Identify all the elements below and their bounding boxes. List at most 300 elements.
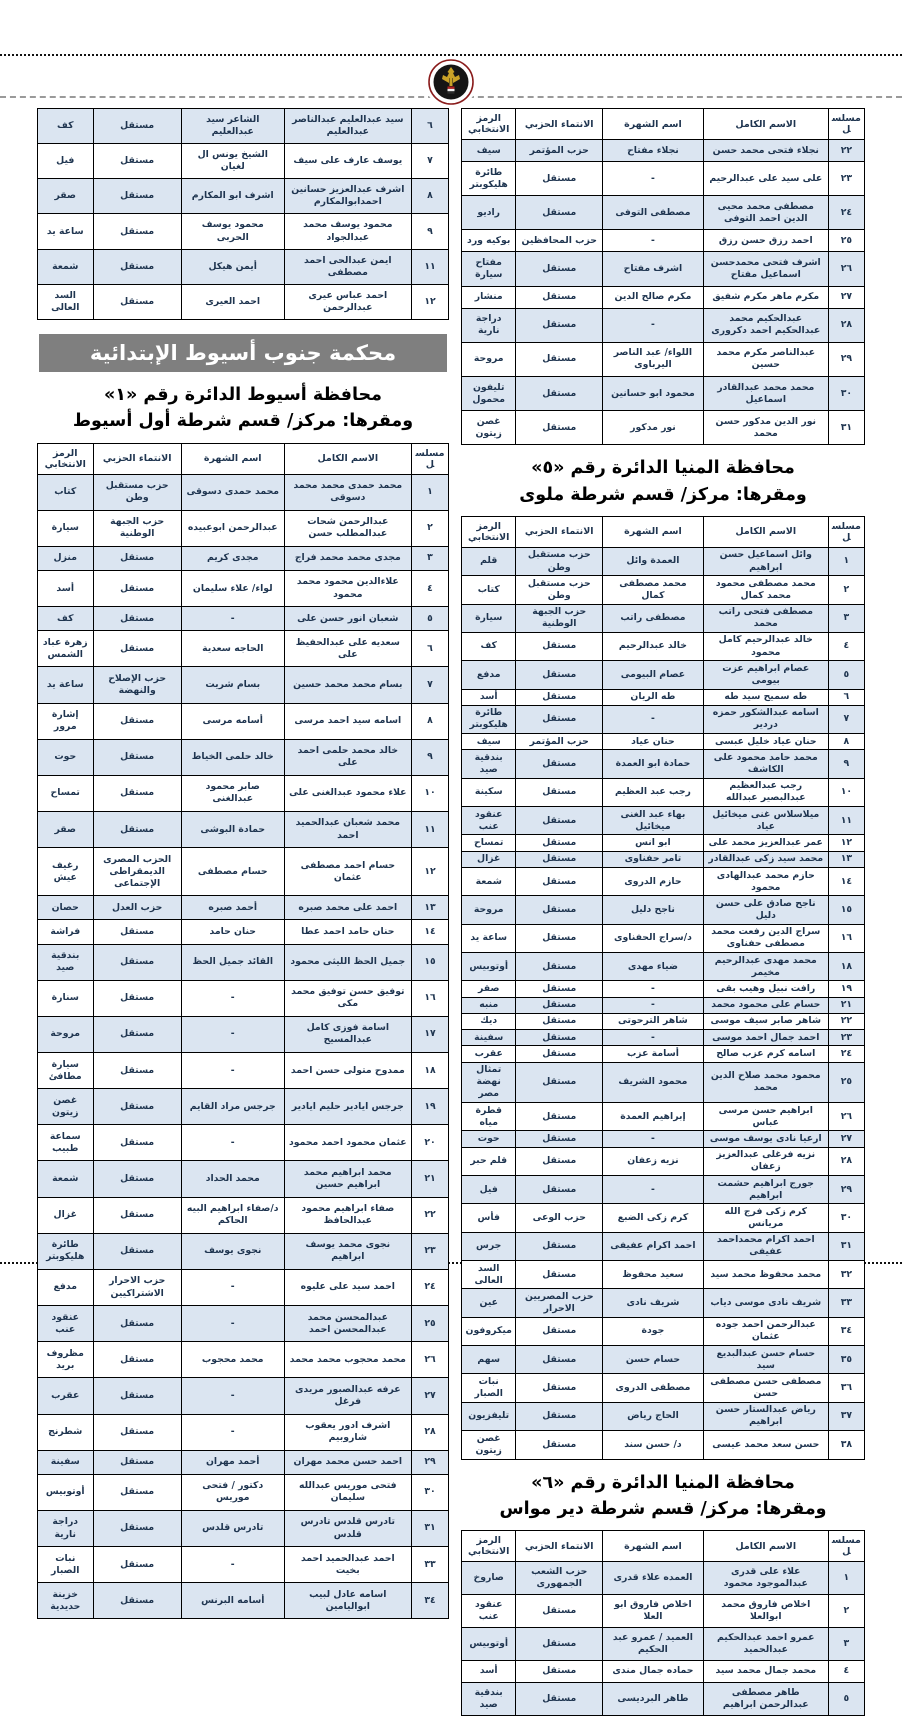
full-name-cell: مصطفى حسن مصطفى حسن — [703, 1374, 828, 1402]
symbol-cell: صقر — [38, 811, 94, 847]
table-row — [462, 1131, 865, 1147]
party-cell: مستقل — [516, 342, 603, 376]
party-cell: مستقل — [93, 1450, 181, 1474]
serial-cell: ٣٥ — [828, 1346, 864, 1374]
serial-cell: ٢١ — [412, 1161, 449, 1197]
serial-cell: ٢٥ — [412, 1306, 449, 1342]
symbol-cell: مروحة — [462, 896, 516, 924]
serial-cell: ٢٢ — [828, 1013, 864, 1029]
column-header: الانتماء الحزبي — [516, 109, 603, 140]
symbol-cell: قلم — [462, 547, 516, 575]
symbol-cell: عنقود عنب — [462, 1595, 516, 1628]
symbol-cell: صقر — [462, 981, 516, 997]
alias-cell: ضياء مهدى — [603, 953, 704, 981]
serial-cell: ٢٩ — [828, 1176, 864, 1204]
table-row — [462, 1062, 865, 1102]
table-row — [462, 1289, 865, 1317]
table-row — [462, 140, 865, 162]
column-header: مسلسل — [828, 109, 864, 140]
table-header-row — [38, 443, 449, 474]
table-row — [38, 1233, 449, 1269]
full-name-cell: احمد سيد على عليوه — [284, 1269, 411, 1305]
table-row — [38, 1197, 449, 1233]
full-name-cell: محمود محمد صلاح الدين محمد — [703, 1062, 828, 1102]
full-name-cell: شعبان انور حسن على — [284, 607, 411, 631]
serial-cell: ٢٦ — [828, 252, 864, 286]
symbol-cell: مدفع — [38, 1269, 94, 1305]
full-name-cell: عرفه عبدالصبور مريدى فرغل — [284, 1378, 411, 1414]
full-name-cell: نجلاء فتحى محمد حسن — [703, 140, 828, 162]
table-row — [462, 997, 865, 1013]
column-header: اسم الشهرة — [603, 1531, 704, 1562]
column-header: اسم الشهرة — [603, 109, 704, 140]
symbol-cell: مروحة — [38, 1016, 94, 1052]
party-cell: مستقل — [93, 109, 181, 144]
table-row — [38, 144, 449, 179]
party-cell: مستقل — [93, 1414, 181, 1450]
alias-cell: خالد عبدالرحيم — [603, 632, 704, 660]
full-name-cell: حسن سعد محمد عيسى — [703, 1431, 828, 1459]
symbol-cell: عنقود عنب — [38, 1306, 94, 1342]
full-name-cell: احمد جمال احمد موسى — [703, 1030, 828, 1046]
serial-cell: ٣٣ — [412, 1547, 449, 1583]
serial-cell: ٣١ — [412, 1510, 449, 1546]
alias-cell: محمود يوسف الحربى — [181, 214, 284, 249]
serial-cell: ١٠ — [412, 775, 449, 811]
full-name-cell: محمد ابراهيم محمد ابراهيم حسين — [284, 1161, 411, 1197]
serial-cell: ٢٨ — [828, 308, 864, 342]
right-column — [461, 108, 865, 1716]
alias-cell: أسامه مرسى — [181, 703, 284, 739]
alias-cell: مصطفى راتب — [603, 604, 704, 632]
alias-cell: مصطفى الدروى — [603, 1374, 704, 1402]
symbol-cell: فيل — [38, 144, 94, 179]
alias-cell: رجب عبد العظيم — [603, 778, 704, 806]
symbol-cell: ساعة يد — [462, 924, 516, 952]
column-header: الاسم الكامل — [703, 109, 828, 140]
district-title-minya-5 — [461, 455, 865, 508]
candidates-table-assiut-district-1 — [37, 443, 449, 1620]
full-name-cell: احمد رزق حسن رزق — [703, 230, 828, 252]
party-cell: مستقل — [93, 1161, 181, 1197]
alias-cell: طه الريان — [603, 689, 704, 705]
serial-cell: ٣٢ — [828, 1261, 864, 1289]
party-cell: مستقل — [516, 1232, 603, 1260]
full-name-cell: عبدالرحمن احمد جوده عثمان — [703, 1317, 828, 1345]
symbol-cell: سفينة — [462, 1030, 516, 1046]
serial-cell: ٤ — [828, 1661, 864, 1682]
serial-cell: ١٦ — [828, 924, 864, 952]
alias-cell: خالد حلمى الخياط — [181, 739, 284, 775]
serial-cell: ٣١ — [828, 1232, 864, 1260]
symbol-cell: أسد — [462, 689, 516, 705]
symbol-cell: غزال — [38, 1197, 94, 1233]
symbol-cell: مفتاح سيارة — [462, 252, 516, 286]
alias-cell: - — [603, 308, 704, 342]
full-name-cell: عبدالمحسن محمد عبدالمحسن احمد — [284, 1306, 411, 1342]
full-name-cell: نجوى محمد يوسف ابراهيم — [284, 1233, 411, 1269]
symbol-cell: شمعة — [462, 867, 516, 895]
symbol-cell: دراجة نارية — [462, 308, 516, 342]
full-name-cell: ميلاسلاس غنى ميخائيل عياد — [703, 807, 828, 835]
alias-cell: أسامه البرنس — [181, 1583, 284, 1619]
serial-cell: ٢٧ — [412, 1378, 449, 1414]
table-row — [462, 196, 865, 230]
alias-cell: أحمد صبره — [181, 896, 284, 920]
party-cell: حزب الجبهة الوطنية — [516, 604, 603, 632]
alias-cell: مجدى كريم — [181, 546, 284, 570]
table-row — [462, 924, 865, 952]
full-name-cell: حازم محمد عبدالهادى محمود — [703, 867, 828, 895]
table-row — [38, 631, 449, 667]
alias-cell: - — [181, 1269, 284, 1305]
symbol-cell: رغيف عيش — [38, 848, 94, 896]
party-cell: مستقل — [516, 1131, 603, 1147]
party-cell: مستقل — [516, 1046, 603, 1062]
party-cell: مستقل — [516, 1374, 603, 1402]
column-header: الانتماء الحزبي — [93, 443, 181, 474]
district-title-line1: محافظة المنيا الدائرة رقم «٥» — [531, 458, 795, 479]
symbol-cell: حوت — [462, 1131, 516, 1147]
serial-cell: ٢ — [828, 576, 864, 604]
full-name-cell: عصام ابراهيم عزت بيومى — [703, 661, 828, 689]
table-row — [462, 252, 865, 286]
full-name-cell: محمود يوسف محمد عبدالجواد — [284, 214, 411, 249]
table-row — [38, 1089, 449, 1125]
full-name-cell: ابراهيم حسن مرسى عباس — [703, 1103, 828, 1131]
full-name-cell: احمد عباس عيرى عبدالرحمن — [284, 284, 411, 319]
symbol-cell: تمساح — [462, 835, 516, 851]
alias-cell: محمد مصطفى كمال — [603, 576, 704, 604]
alias-cell: - — [603, 997, 704, 1013]
symbol-cell: طائرة هليكوبتر — [38, 1233, 94, 1269]
symbol-cell: صقر — [38, 179, 94, 214]
column-header: الرمز الانتخابي — [462, 1531, 516, 1562]
serial-cell: ١٢ — [828, 835, 864, 851]
party-cell: مستقل — [516, 705, 603, 733]
symbol-cell: السد العالى — [462, 1261, 516, 1289]
serial-cell: ٢٣ — [828, 1030, 864, 1046]
party-cell: مستقل — [516, 308, 603, 342]
full-name-cell: شاهر صابر سيف موسى — [703, 1013, 828, 1029]
alias-cell: تادرس قلدس — [181, 1510, 284, 1546]
alias-cell: - — [603, 230, 704, 252]
party-cell: حزب الإصلاح والنهضة — [93, 667, 181, 703]
alias-cell: اللواء/ عبد الناصر اليرباوى — [603, 342, 704, 376]
symbol-cell: قطرة مياه — [462, 1103, 516, 1131]
alias-cell: ناجح دليل — [603, 896, 704, 924]
symbol-cell: كتاب — [462, 576, 516, 604]
party-cell: مستقل — [516, 1402, 603, 1430]
party-cell: مستقل — [516, 1030, 603, 1046]
party-cell: مستقل — [93, 546, 181, 570]
symbol-cell: نبات الصبار — [462, 1374, 516, 1402]
table-row — [38, 1474, 449, 1510]
full-name-cell: احمد على محمد صبره — [284, 896, 411, 920]
full-name-cell: ايمن عبدالحى احمد مصطفى — [284, 249, 411, 284]
alias-cell: احمد العيرى — [181, 284, 284, 319]
party-cell: مستقل — [516, 632, 603, 660]
full-name-cell: محمد مهدى عبدالرحيم مخيمر — [703, 953, 828, 981]
serial-cell: ٢٩ — [828, 342, 864, 376]
column-header: الرمز الانتخابي — [462, 516, 516, 547]
alias-cell: ابو انس — [603, 835, 704, 851]
table-row — [462, 162, 865, 196]
alias-cell: نجلاء مفتاح — [603, 140, 704, 162]
table-row — [462, 1628, 865, 1661]
alias-cell: عصام البيومى — [603, 661, 704, 689]
serial-cell: ٢٧ — [828, 286, 864, 308]
table-row — [462, 1013, 865, 1029]
table-row — [38, 703, 449, 739]
alias-cell: جرجس مراد القايم — [181, 1089, 284, 1125]
party-cell: مستقل — [516, 1628, 603, 1661]
symbol-cell: عنقود عنب — [462, 807, 516, 835]
full-name-cell: علاءالدين محمود محمد محمود — [284, 570, 411, 606]
party-cell: مستقل — [516, 835, 603, 851]
symbol-cell: غصن زيتون — [462, 1431, 516, 1459]
serial-cell: ٢ — [828, 1595, 864, 1628]
serial-cell: ٣٣ — [828, 1289, 864, 1317]
alias-cell: - — [181, 1378, 284, 1414]
full-name-cell: رياض عبدالستار حسن ابراهيم — [703, 1402, 828, 1430]
table-row — [462, 1661, 865, 1682]
alias-cell: العميد / عمرو عبد الحكيم — [603, 1628, 704, 1661]
party-cell: مستقل — [93, 144, 181, 179]
party-cell: مستقل — [516, 1176, 603, 1204]
party-cell: مستقل — [93, 775, 181, 811]
serial-cell: ١٠ — [828, 778, 864, 806]
serial-cell: ٣٤ — [828, 1317, 864, 1345]
symbol-cell: ميكروفون — [462, 1317, 516, 1345]
party-cell: مستقل — [93, 607, 181, 631]
party-cell: مستقل — [516, 896, 603, 924]
party-cell: مستقل — [93, 1342, 181, 1378]
party-cell: حزب الشعب الجمهورى — [516, 1562, 603, 1595]
candidates-table-continuation-right — [461, 108, 865, 445]
serial-cell: ٣ — [828, 1628, 864, 1661]
full-name-cell: عبدالناصر مكرم محمد حسين — [703, 342, 828, 376]
party-cell: مستقل — [93, 1125, 181, 1161]
party-cell: مستقل — [93, 284, 181, 319]
table-row — [38, 667, 449, 703]
alias-cell: اشرف مفتاح — [603, 252, 704, 286]
full-name-cell: محمد جمال محمد سيد — [703, 1661, 828, 1682]
table-row — [462, 705, 865, 733]
symbol-cell: كتاب — [38, 474, 94, 510]
table-row — [462, 1176, 865, 1204]
table-row — [38, 474, 449, 510]
full-name-cell: اسامه عبدالشكور حمزه دردير — [703, 705, 828, 733]
symbol-cell: شمعة — [38, 1161, 94, 1197]
alias-cell: حنان حامد — [181, 920, 284, 944]
serial-cell: ٣٠ — [828, 377, 864, 411]
table-row — [38, 1342, 449, 1378]
table-row — [462, 1204, 865, 1232]
full-name-cell: خالد محمد حلمى احمد على — [284, 739, 411, 775]
party-cell: مستقل — [93, 1197, 181, 1233]
party-cell: الحزب المصرى الديمقراطى الإجتماعى — [93, 848, 181, 896]
alias-cell: مكرم صالح الدين — [603, 286, 704, 308]
party-cell: مستقل — [516, 411, 603, 445]
alias-cell: حازم الدروى — [603, 867, 704, 895]
table-row — [462, 1682, 865, 1715]
candidates-table-continuation-left — [37, 108, 449, 320]
alias-cell: - — [603, 1131, 704, 1147]
table-row — [38, 980, 449, 1016]
table-row — [462, 807, 865, 835]
serial-cell: ١١ — [412, 249, 449, 284]
serial-cell: ١ — [412, 474, 449, 510]
full-name-cell: مجدى محمد محمد فراج — [284, 546, 411, 570]
district-title-assiut-1 — [37, 382, 449, 435]
full-name-cell: ناجح صادق على حسن دليل — [703, 896, 828, 924]
party-cell: مستقل — [93, 739, 181, 775]
alias-cell: - — [181, 1414, 284, 1450]
full-name-cell: كرم زكى فرج الله مريانس — [703, 1204, 828, 1232]
symbol-cell: سنارة — [38, 980, 94, 1016]
serial-cell: ٢٤ — [828, 1046, 864, 1062]
alias-cell: نور مدكور — [603, 411, 704, 445]
serial-cell: ٢٥ — [828, 1062, 864, 1102]
symbol-cell: تمساح — [38, 775, 94, 811]
alias-cell: - — [181, 1547, 284, 1583]
party-cell: مستقل — [516, 953, 603, 981]
symbol-cell: أوتوبيس — [462, 953, 516, 981]
full-name-cell: احمد عبدالحميد احمد بخيت — [284, 1547, 411, 1583]
alias-cell: العمده علاء قدرى — [603, 1562, 704, 1595]
serial-cell: ٦ — [412, 109, 449, 144]
full-name-cell: مصطفى محمد محيى الدين احمد التوفى — [703, 196, 828, 230]
full-name-cell: طاهر مصطفى عبدالرحمن ابراهيم — [703, 1682, 828, 1715]
serial-cell: ٧ — [412, 144, 449, 179]
symbol-cell: شطرنج — [38, 1414, 94, 1450]
symbol-cell: حوت — [38, 739, 94, 775]
symbol-cell: غصن زيتون — [462, 411, 516, 445]
serial-cell: ١٢ — [412, 284, 449, 319]
full-name-cell: جرجس ايادير حليم ايادير — [284, 1089, 411, 1125]
alias-cell: احمد اكرام عفيفى — [603, 1232, 704, 1260]
party-cell: مستقل — [93, 1053, 181, 1089]
table-row — [38, 1450, 449, 1474]
column-header: الانتماء الحزبي — [516, 1531, 603, 1562]
alias-cell: شريف نادى — [603, 1289, 704, 1317]
serial-cell: ٨ — [412, 179, 449, 214]
table-row — [38, 739, 449, 775]
alias-cell: - — [181, 980, 284, 1016]
table-row — [462, 576, 865, 604]
party-cell: مستقل — [93, 179, 181, 214]
alias-cell: اشرف ابو المكارم — [181, 179, 284, 214]
serial-cell: ٨ — [412, 703, 449, 739]
table-row — [462, 1346, 865, 1374]
full-name-cell: نور الدين مدكور حسن محمد — [703, 411, 828, 445]
table-row — [462, 632, 865, 660]
alias-cell: - — [603, 981, 704, 997]
full-name-cell: على سيد على عبدالرحيم — [703, 162, 828, 196]
table-row — [462, 981, 865, 997]
serial-cell: ٢٣ — [828, 162, 864, 196]
alias-cell: جودة — [603, 1317, 704, 1345]
symbol-cell: أسد — [462, 1661, 516, 1682]
party-cell: مستقل — [516, 377, 603, 411]
symbol-cell: فأس — [462, 1204, 516, 1232]
party-cell: مستقل — [93, 811, 181, 847]
table-row — [38, 1547, 449, 1583]
party-cell: حزب الوعى — [516, 1204, 603, 1232]
district-title-line1: محافظة أسيوط الدائرة رقم «١» — [103, 385, 383, 406]
alias-cell: تامر حفناوى — [603, 851, 704, 867]
symbol-cell: طائرة هليكوبتر — [462, 705, 516, 733]
symbol-cell: بندقية صيد — [462, 1682, 516, 1715]
alias-cell: بسام شريت — [181, 667, 284, 703]
table-row — [38, 1378, 449, 1414]
full-name-cell: اسامه كرم عزب صالح — [703, 1046, 828, 1062]
symbol-cell: جرس — [462, 1232, 516, 1260]
full-name-cell: علاء محمود عبدالغنى على — [284, 775, 411, 811]
party-cell: مستقل — [516, 286, 603, 308]
party-cell: حزب مستقبل وطن — [516, 576, 603, 604]
district-title-line1: محافظة المنيا الدائرة رقم «٦» — [531, 1472, 795, 1493]
party-cell: مستقل — [93, 703, 181, 739]
table-row — [462, 547, 865, 575]
alias-cell: د/ حسن سند — [603, 1431, 704, 1459]
full-name-cell: حنان حامد احمد عطا — [284, 920, 411, 944]
party-cell: مستقل — [93, 570, 181, 606]
serial-cell: ١٥ — [828, 896, 864, 924]
symbol-cell: كف — [462, 632, 516, 660]
alias-cell: أيمن هيكل — [181, 249, 284, 284]
symbol-cell: منبه — [462, 997, 516, 1013]
full-name-cell: ممدوح متولى حسن احمد — [284, 1053, 411, 1089]
district-hq-line2: ومقرها: مركز/ قسم شرطة دير مواس — [499, 1498, 827, 1519]
full-name-cell: اسامة فوزى كامل عبدالمسيح — [284, 1016, 411, 1052]
party-cell: مستقل — [93, 1547, 181, 1583]
table-header-row — [462, 109, 865, 140]
table-row — [38, 284, 449, 319]
top-dotted-rule — [0, 54, 902, 56]
symbol-cell: ديك — [462, 1013, 516, 1029]
serial-cell: ١٧ — [412, 1016, 449, 1052]
column-header: الرمز الانتخابي — [38, 443, 94, 474]
serial-cell: ١٩ — [828, 981, 864, 997]
alias-cell: - — [603, 705, 704, 733]
party-cell: مستقل — [516, 1147, 603, 1175]
table-row — [462, 1030, 865, 1046]
serial-cell: ٢٦ — [412, 1342, 449, 1378]
symbol-cell: غصن زيتون — [38, 1089, 94, 1125]
symbol-cell: صاروخ — [462, 1562, 516, 1595]
party-cell: مستقل — [516, 851, 603, 867]
table-row — [462, 286, 865, 308]
serial-cell: ١٨ — [412, 1053, 449, 1089]
column-header: الانتماء الحزبي — [516, 516, 603, 547]
full-name-cell: اشرف ادور يعقوب شاروبيم — [284, 1414, 411, 1450]
table-row — [38, 920, 449, 944]
column-header: الاسم الكامل — [284, 443, 411, 474]
symbol-cell: تليفزيون — [462, 1402, 516, 1430]
full-name-cell: تادرس قلدس تادرس قلدس — [284, 1510, 411, 1546]
full-name-cell: احمد اكرام محمداحمد عفيفى — [703, 1232, 828, 1260]
table-row — [462, 1402, 865, 1430]
full-name-cell: توفيق حسن توفيق محمد مكى — [284, 980, 411, 1016]
symbol-cell: سيارة — [462, 604, 516, 632]
district-title-minya-6 — [461, 1470, 865, 1523]
full-name-cell: محمد حامد محمود على الكاشف — [703, 750, 828, 778]
table-row — [38, 546, 449, 570]
full-name-cell: محمد سيد زكى عبدالقادر — [703, 851, 828, 867]
serial-cell: ٤ — [828, 632, 864, 660]
